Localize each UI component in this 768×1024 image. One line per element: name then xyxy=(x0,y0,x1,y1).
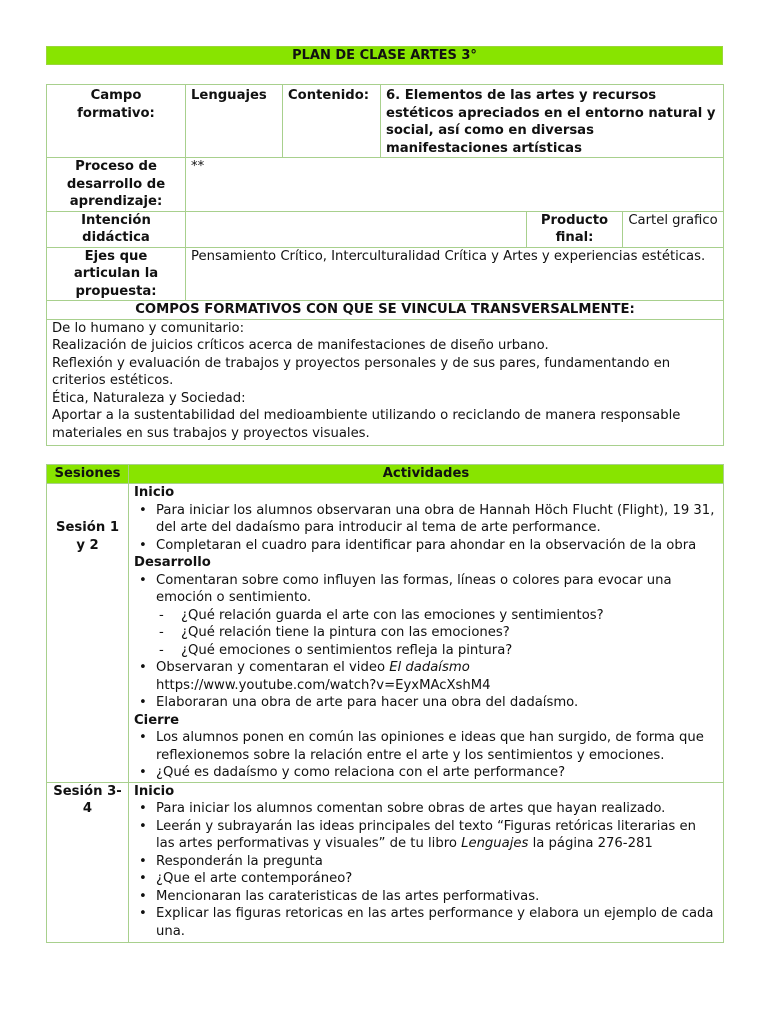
transversal-line: De lo humano y comunitario: xyxy=(52,320,245,336)
session-1-label: Sesión 1 y 2 xyxy=(47,484,129,783)
plan-info-table xyxy=(46,84,724,446)
list-item: • Mencionaran las carateristicas de las artes performativas. xyxy=(156,888,718,906)
transversal-line: Reflexión y evaluación de trabajos y proyectos personales y de sus pares, fundamentando en criterios estéticos. xyxy=(52,355,671,388)
video-text: Observaran y comentaran el video xyxy=(156,660,390,675)
inicio-heading: Inicio xyxy=(134,485,175,500)
sessions-table xyxy=(46,464,724,943)
actividades-header: Actividades xyxy=(129,465,724,484)
question-item: - ¿Qué relación guarda el arte con las emociones y sentimientos? xyxy=(181,607,718,625)
question-item: - ¿Qué relación tiene la pintura con las emociones? xyxy=(181,624,718,642)
video-url[interactable]: https://www.youtube.com/watch?v=EyxMAcXshM4 xyxy=(156,677,491,693)
transversal-line: Aportar a la sustentabilidad del medioambiente utilizando o reciclando de manera responsable materiales en sus trabajos y proyectos visuales. xyxy=(52,408,681,441)
list-item xyxy=(156,818,718,853)
question-item: - ¿Qué emociones o sentimientos refleja la pintura? xyxy=(181,642,718,660)
transversal-content xyxy=(47,319,724,446)
transversal-line: Realización de juicios críticos acerca de manifestaciones de diseño urbano. xyxy=(52,338,549,353)
list-item: • Completaran el cuadro para identificar para ahondar en la observación de la obra xyxy=(156,537,718,555)
list-item: • Los alumnos ponen en común las opiniones e ideas que han surgido, de forma que reflexionemos sobre la relación entre el arte y los sentimientos y emociones. xyxy=(156,729,718,764)
producto-value: Cartel grafico xyxy=(623,211,724,247)
list-item-text: Comentaran sobre como influyen las formas, líneas o colores para evocar una emoción o sentimiento. xyxy=(156,572,672,605)
list-item: • Explicar las figuras retoricas en las artes performance y elabora un ejemplo de cada una. xyxy=(156,905,718,940)
list-item: • ¿Que el arte contemporáneo? xyxy=(156,870,718,888)
text-segment: Leerán y subrayarán las ideas principales del texto “Figuras retóricas literarias en las artes performativas y visuales” de tu libro xyxy=(156,818,696,851)
list-item: • Elaboraran una obra de arte para hacer una obra del dadaísmo. xyxy=(156,694,718,712)
list-item xyxy=(156,572,718,660)
list-item: • ¿Qué es dadaísmo y como relaciona con el arte performance? xyxy=(156,764,718,782)
transversal-header: COMPOS FORMATIVOS CON QUE SE VINCULA TRANSVERSALMENTE: xyxy=(47,301,724,320)
session-2-label: Sesión 3-4 xyxy=(47,782,129,943)
intencion-label: Intención didáctica xyxy=(47,211,186,247)
cierre-list xyxy=(134,729,718,782)
proceso-label: Proceso de desarrollo de aprendizaje: xyxy=(47,158,186,212)
desarrollo-list xyxy=(134,572,718,712)
inicio-heading: Inicio xyxy=(134,783,175,799)
book-title: Lenguajes xyxy=(461,836,529,851)
inicio-list xyxy=(134,800,718,940)
session-2-activities xyxy=(129,782,724,943)
campo-label: Campo formativo: xyxy=(47,85,186,158)
intencion-value xyxy=(186,211,527,247)
contenido-label: Contenido: xyxy=(283,85,381,158)
ejes-value: Pensamiento Crítico, Interculturalidad Crítica y Artes y experiencias estéticas. xyxy=(186,247,724,301)
sesiones-header: Sesiones xyxy=(47,465,129,484)
proceso-value: ** xyxy=(186,158,724,212)
session-1-activities xyxy=(129,484,724,783)
page-title: PLAN DE CLASE ARTES 3° xyxy=(46,46,723,65)
list-item: • Responderán la pregunta xyxy=(156,853,718,871)
list-item: • Para iniciar los alumnos comentan sobre obras de artes que hayan realizado. xyxy=(156,800,718,818)
campo-value: Lenguajes xyxy=(186,85,283,158)
text-segment: la página 276-281 xyxy=(528,836,653,851)
desarrollo-heading: Desarrollo xyxy=(134,555,211,570)
question-list xyxy=(134,607,718,660)
ejes-label: Ejes que articulan la propuesta: xyxy=(47,247,186,301)
video-title: El dadaísmo xyxy=(389,660,470,675)
transversal-line: Ética, Naturaleza y Sociedad: xyxy=(52,390,246,406)
inicio-list xyxy=(134,502,718,555)
list-item xyxy=(156,659,718,694)
list-item: • Para iniciar los alumnos observaran una obra de Hannah Höch Flucht (Flight), 19 31, del arte del dadaísmo para introducir al tema de arte performance. xyxy=(156,502,718,537)
contenido-value: 6. Elementos de las artes y recursos estéticos apreciados en el entorno natural y social, así como en diversas manifestaciones artísticas xyxy=(381,85,724,158)
cierre-heading: Cierre xyxy=(134,712,180,728)
producto-label: Producto final: xyxy=(527,211,623,247)
